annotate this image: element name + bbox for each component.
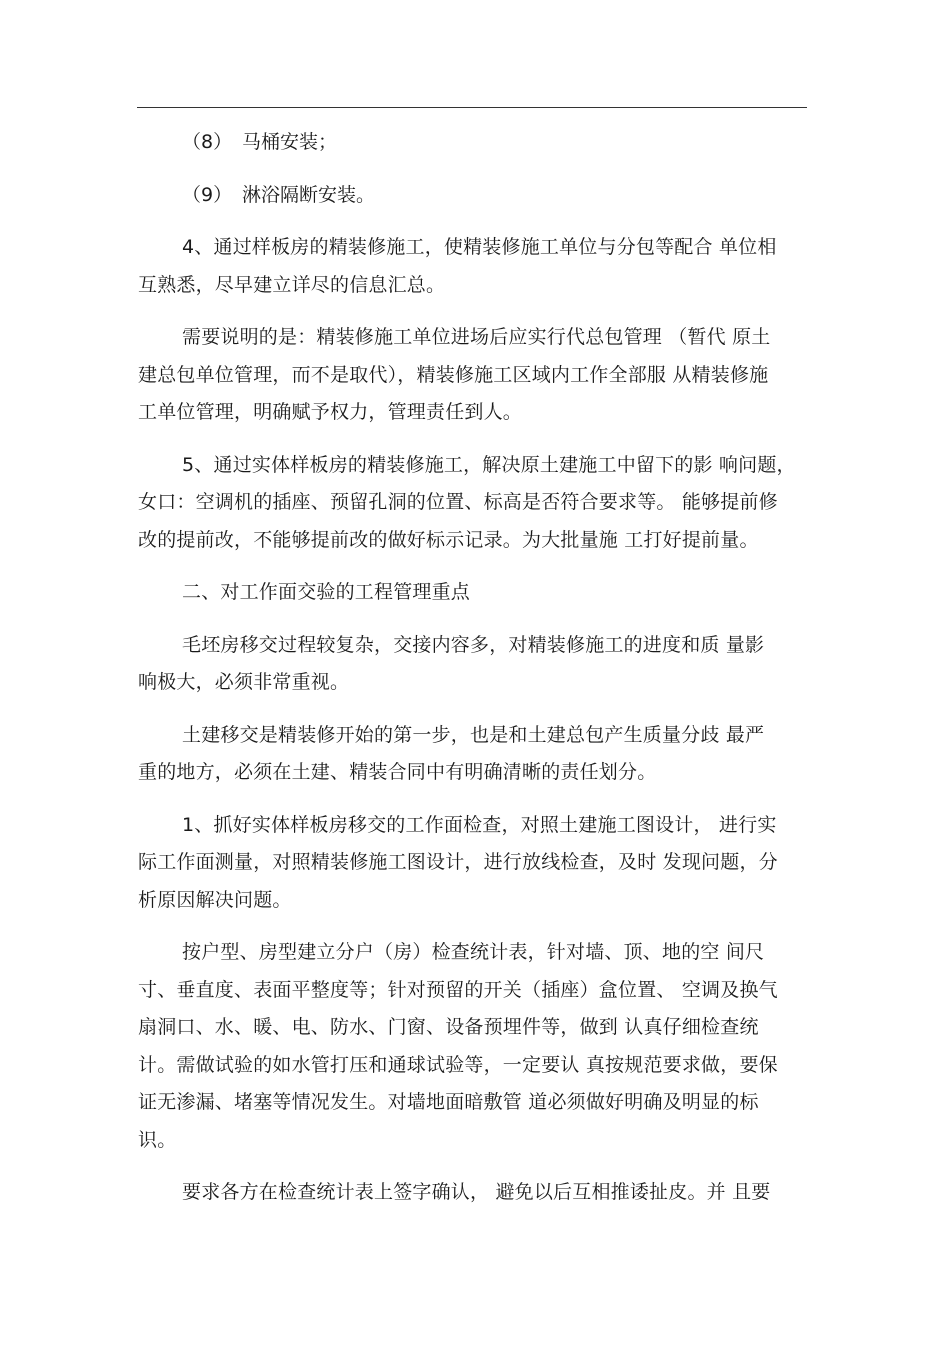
list-text: 马桶安装； [242,131,338,153]
paragraph-line: 土建移交是精装修开始的第一步，也是和土建总包产生质量分歧 最严 [182,723,765,746]
paragraph-line: 重的地方，必须在土建、精装合同中有明确清晰的责任划分。 [138,761,657,783]
paragraph-line: 寸、垂直度、表面平整度等；针对预留的开关（插座）盒位置、 空调及换气 [138,978,778,1001]
paragraph-line: 扇洞口、水、暖、电、防水、门窗、设备预埋件等，做到 认真仔细检查统 [138,1016,759,1038]
list-number: （8） [182,131,233,153]
paragraph [138,319,806,432]
paragraph-line: 工单位管理，明确赋予权力，管理责任到人。 [138,401,523,423]
paragraph-line: 计。需做试验的如水管打压和通球试验等，一定要认 真按规范要求做，要保 [138,1053,778,1076]
paragraph-line: 证无渗漏、堵塞等情况发生。对墙地面暗敷管 道必须做好明确及明显的标 [138,1091,759,1113]
section-heading-text: 二、对工作面交验的工程管理重点 [182,581,471,603]
paragraph [138,1174,806,1212]
list-text: 淋浴隔断安装。 [242,183,376,206]
paragraph-line: 析原因解决问题。 [138,888,292,911]
paragraph-line: 要求各方在检查统计表上签字确认， 避免以后互相推诿扯皮。并 且要 [182,1181,771,1203]
paragraph-line: 毛坯房移交过程较复杂，交接内容多，对精装修施工的进度和质 量影 [182,633,765,656]
list-item [138,177,806,215]
paragraph-line: 按户型、房型建立分户（房）检查统计表，针对墙、顶、地的空 间尺 [182,941,765,963]
paragraph [138,627,806,702]
section-heading [138,574,806,612]
document-body [138,124,806,1227]
paragraph-line: 5、通过实体样板房的精装修施工，解决原土建施工中留下的影 响问题， [182,453,796,476]
paragraph [138,229,806,304]
paragraph-line: 4、通过样板房的精装修施工，使精装修施工单位与分包等配合 单位相 [182,236,777,258]
paragraph-line: 际工作面测量，对照精装修施工图设计，进行放线检查，及时 发现问题，分 [138,851,778,873]
paragraph [138,447,806,560]
paragraph-line: 互熟悉，尽早建立详尽的信息汇总。 [138,273,446,296]
list-item [138,124,806,162]
paragraph-line: 1、抓好实体样板房移交的工作面检查，对照土建施工图设计， 进行实 [182,813,777,836]
paragraph-line: 女口：空调机的插座、预留孔洞的位置、标高是否符合要求等。 能够提前修 [138,491,778,513]
paragraph [138,717,806,792]
paragraph [138,807,806,920]
paragraph-line: 改的提前改，不能够提前改的做好标示记录。为大批量施 工打好提前量。 [138,528,759,551]
list-number: （9） [182,183,233,206]
paragraph [138,934,806,1159]
paragraph-line: 识。 [138,1128,177,1151]
paragraph-line: 响极大，必须非常重视。 [138,671,350,693]
paragraph-line: 建总包单位管理，而不是取代），精装修施工区域内工作全部服 从精装修施 [138,363,769,386]
header-rule [137,107,807,108]
paragraph-line: 需要说明的是：精装修施工单位进场后应实行代总包管理 （暂代 原土 [182,326,771,348]
